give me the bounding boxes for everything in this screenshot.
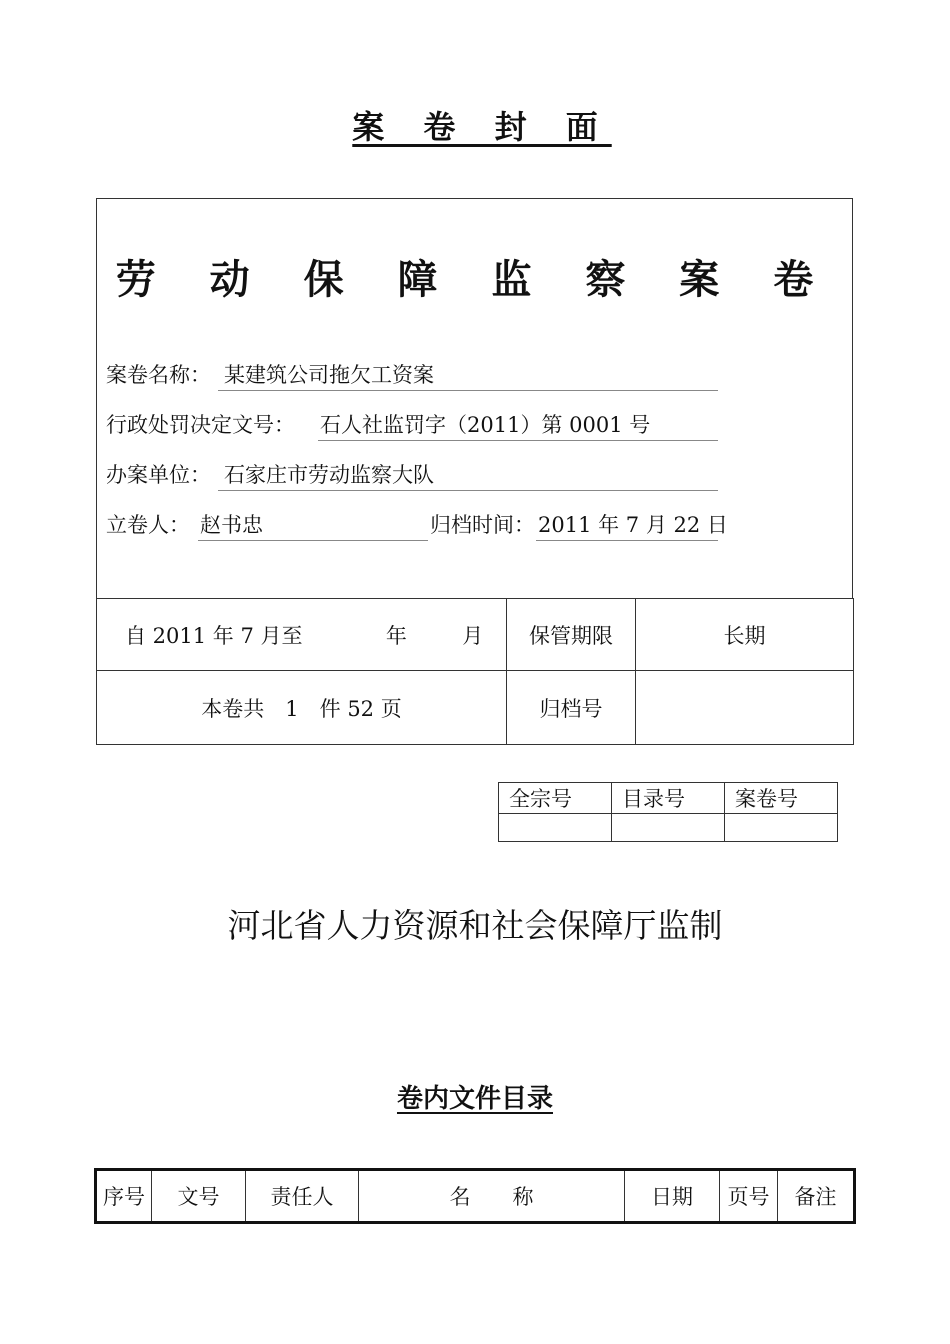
list-header-name: 名 称 <box>359 1170 625 1223</box>
catalog-no-header: 目录号 <box>612 783 725 814</box>
filer-label: 立卷人： <box>106 513 190 537</box>
decision-no-value: 石人社监罚字（2011）第 0001 号 <box>320 413 651 437</box>
volume-no-value <box>725 814 838 842</box>
fonds-table <box>498 782 838 842</box>
decision-no-label: 行政处罚决定文号： <box>106 413 295 437</box>
catalog-no-value <box>612 814 725 842</box>
period-cell <box>97 599 507 671</box>
archive-time-label: 归档时间： <box>430 513 535 537</box>
list-header-page: 页号 <box>720 1170 778 1223</box>
volume-count: 本卷共 1 件 52 页 <box>97 671 507 745</box>
page-title: 案 卷 封 面 <box>352 108 612 146</box>
fonds-no-value <box>499 814 612 842</box>
archive-time-value: 2011 年 7 月 22 日 <box>538 513 728 537</box>
period-month: 月 <box>462 623 484 648</box>
unit-label: 办案单位： <box>106 463 211 487</box>
document-list-table <box>94 1168 856 1224</box>
period-year: 年 <box>385 623 407 648</box>
list-title: 卷内文件目录 <box>396 1084 553 1114</box>
period-from: 自 2011 年 7 月至 <box>125 623 303 648</box>
issuer-text: 河北省人力资源和社会保障厅监制 <box>227 906 723 945</box>
list-header-seq: 序号 <box>96 1170 152 1223</box>
fonds-no-header: 全宗号 <box>499 783 612 814</box>
retention-value: 长期 <box>636 599 854 671</box>
filer-field <box>106 510 728 540</box>
list-header-date: 日期 <box>625 1170 720 1223</box>
main-title: 劳 动 保 障 监 察 案 卷 <box>115 257 834 303</box>
archive-no-value <box>636 671 854 745</box>
case-name-field <box>106 360 434 390</box>
filer-value: 赵书忠 <box>200 513 263 537</box>
case-name-value: 某建筑公司拖欠工资案 <box>224 363 434 387</box>
retention-label: 保管期限 <box>507 599 636 671</box>
unit-value: 石家庄市劳动监察大队 <box>224 463 434 487</box>
volume-no-header: 案卷号 <box>725 783 838 814</box>
list-header-doc-no: 文号 <box>152 1170 246 1223</box>
list-header-responsible: 责任人 <box>246 1170 359 1223</box>
info-table <box>96 598 854 745</box>
list-header-remark: 备注 <box>778 1170 855 1223</box>
case-name-label: 案卷名称： <box>106 363 211 387</box>
decision-no-field <box>106 410 651 440</box>
archive-no-label: 归档号 <box>507 671 636 745</box>
unit-field <box>106 460 434 490</box>
